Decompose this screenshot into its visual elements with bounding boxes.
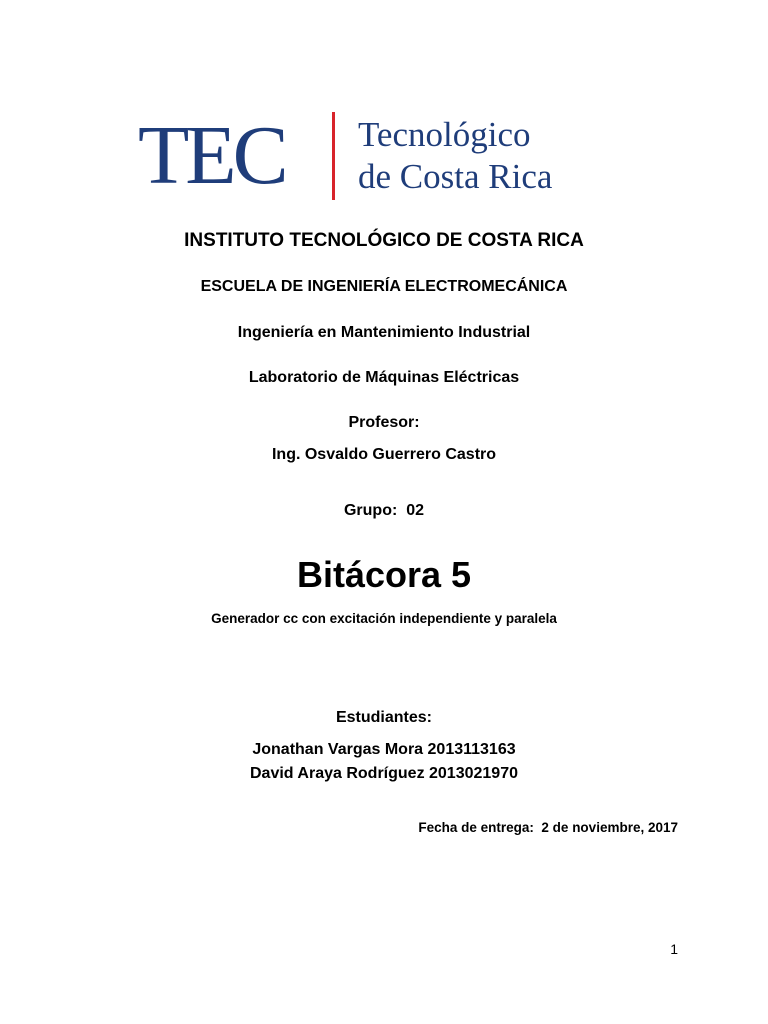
students-label: Estudiantes:: [335, 709, 432, 726]
logo-divider: [332, 112, 335, 200]
document-subtitle: Generador cc con excitación independiente y paralela: [211, 611, 557, 626]
logo-name-line1: Tecnológico: [358, 115, 531, 154]
logo-abbreviation: TEC: [138, 109, 285, 202]
professor-label: Profesor:: [348, 414, 420, 431]
delivery-date: Fecha de entrega: 2 de noviembre, 2017: [418, 820, 678, 835]
course-heading: Laboratorio de Máquinas Eléctricas: [248, 369, 520, 386]
program-heading: Ingeniería en Mantenimiento Industrial: [237, 324, 531, 341]
student-item: David Araya Rodríguez 2013021970: [250, 765, 518, 782]
professor-name: Ing. Osvaldo Guerrero Castro: [271, 446, 497, 463]
logo-name-line2: de Costa Rica: [358, 157, 553, 196]
tec-logo: [138, 110, 578, 205]
page-number: 1: [670, 941, 678, 957]
document-title: Bitácora 5: [296, 554, 472, 595]
group-label: Grupo: 02: [343, 502, 424, 519]
student-item: Jonathan Vargas Mora 2013113163: [252, 741, 516, 758]
school-heading: ESCUELA DE INGENIERÍA ELECTROMECÁNICA: [200, 278, 568, 295]
institution-heading: INSTITUTO TECNOLÓGICO DE COSTA RICA: [184, 230, 584, 251]
